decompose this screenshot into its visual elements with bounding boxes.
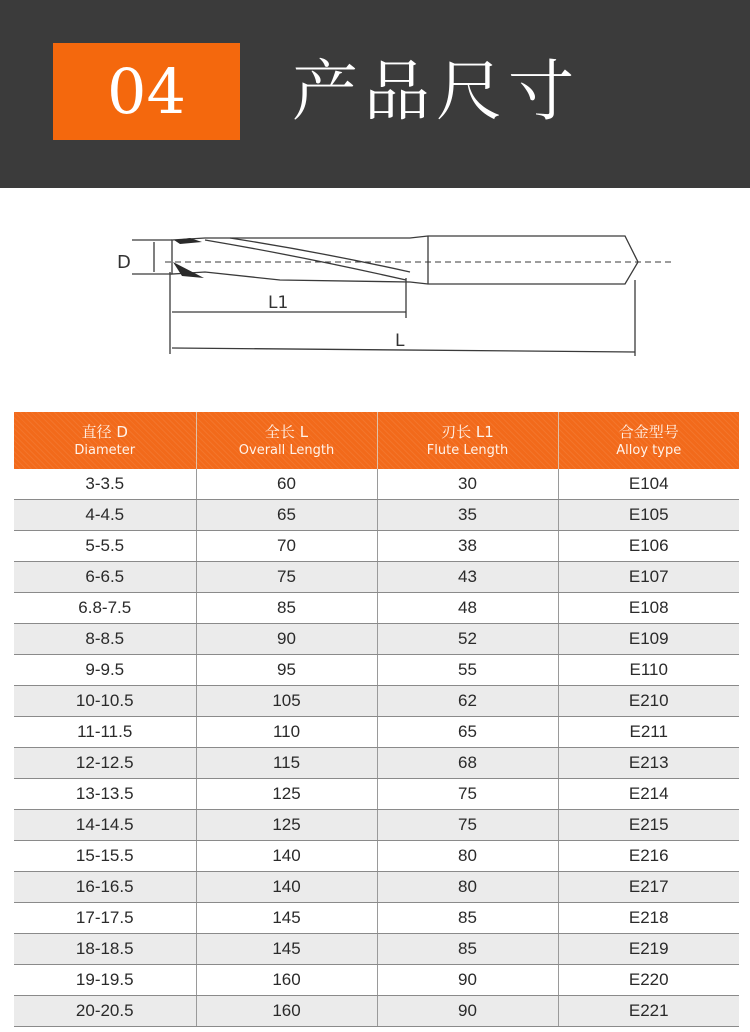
table-row xyxy=(14,841,739,872)
cell-flute-length: 62 xyxy=(377,686,558,717)
cell-diameter: 20-20.5 xyxy=(14,996,196,1027)
cell-diameter: 15-15.5 xyxy=(14,841,196,872)
cell-overall-length: 105 xyxy=(196,686,377,717)
cell-overall-length: 160 xyxy=(196,996,377,1027)
cell-diameter: 11-11.5 xyxy=(14,717,196,748)
table-row xyxy=(14,903,739,934)
cell-diameter: 19-19.5 xyxy=(14,965,196,996)
cell-overall-length: 110 xyxy=(196,717,377,748)
table-row xyxy=(14,872,739,903)
cell-alloy-type: E213 xyxy=(558,748,739,779)
flute-line xyxy=(230,238,410,272)
table-row xyxy=(14,593,739,624)
cell-diameter: 9-9.5 xyxy=(14,655,196,686)
dimension-table-wrapper xyxy=(14,412,739,1027)
table-row xyxy=(14,531,739,562)
cell-diameter: 10-10.5 xyxy=(14,686,196,717)
table-row xyxy=(14,717,739,748)
cell-flute-length: 30 xyxy=(377,469,558,500)
cell-overall-length: 160 xyxy=(196,965,377,996)
table-row xyxy=(14,810,739,841)
table-row xyxy=(14,655,739,686)
cell-alloy-type: E109 xyxy=(558,624,739,655)
cell-flute-length: 75 xyxy=(377,810,558,841)
cell-diameter: 16-16.5 xyxy=(14,872,196,903)
cell-overall-length: 125 xyxy=(196,779,377,810)
column-header-flute-length: 刃长 L1 Flute Length xyxy=(377,412,558,469)
cell-flute-length: 90 xyxy=(377,996,558,1027)
cell-alloy-type: E217 xyxy=(558,872,739,903)
cell-diameter: 6-6.5 xyxy=(14,562,196,593)
cell-alloy-type: E219 xyxy=(558,934,739,965)
cell-flute-length: 75 xyxy=(377,779,558,810)
cell-flute-length: 85 xyxy=(377,934,558,965)
label-l: L xyxy=(395,331,405,351)
cell-flute-length: 80 xyxy=(377,872,558,903)
cell-overall-length: 115 xyxy=(196,748,377,779)
cell-alloy-type: E218 xyxy=(558,903,739,934)
cell-overall-length: 70 xyxy=(196,531,377,562)
cell-diameter: 6.8-7.5 xyxy=(14,593,196,624)
section-number-badge xyxy=(53,43,240,140)
table-row xyxy=(14,965,739,996)
cell-diameter: 4-4.5 xyxy=(14,500,196,531)
cell-flute-length: 48 xyxy=(377,593,558,624)
cell-alloy-type: E215 xyxy=(558,810,739,841)
table-row xyxy=(14,748,739,779)
cell-overall-length: 60 xyxy=(196,469,377,500)
cell-alloy-type: E108 xyxy=(558,593,739,624)
cell-diameter: 5-5.5 xyxy=(14,531,196,562)
cell-overall-length: 140 xyxy=(196,872,377,903)
table-row xyxy=(14,686,739,717)
cell-diameter: 8-8.5 xyxy=(14,624,196,655)
cell-diameter: 17-17.5 xyxy=(14,903,196,934)
cell-diameter: 18-18.5 xyxy=(14,934,196,965)
drill-outline xyxy=(172,236,638,284)
cell-overall-length: 75 xyxy=(196,562,377,593)
page-title: 产品尺寸 xyxy=(292,53,580,130)
table-row xyxy=(14,500,739,531)
table-row xyxy=(14,996,739,1027)
cell-overall-length: 145 xyxy=(196,903,377,934)
cell-overall-length: 90 xyxy=(196,624,377,655)
cell-diameter: 12-12.5 xyxy=(14,748,196,779)
cell-alloy-type: E107 xyxy=(558,562,739,593)
cell-alloy-type: E106 xyxy=(558,531,739,562)
cell-flute-length: 35 xyxy=(377,500,558,531)
flute-line xyxy=(205,240,406,280)
cell-alloy-type: E216 xyxy=(558,841,739,872)
cell-alloy-type: E104 xyxy=(558,469,739,500)
table-header-row xyxy=(14,412,739,469)
column-header-overall-length: 全长 L Overall Length xyxy=(196,412,377,469)
cell-overall-length: 85 xyxy=(196,593,377,624)
cell-flute-length: 65 xyxy=(377,717,558,748)
column-header-diameter: 直径 D Diameter xyxy=(14,412,196,469)
dimension-table xyxy=(14,412,739,1027)
cell-flute-length: 38 xyxy=(377,531,558,562)
table-row xyxy=(14,779,739,810)
cell-flute-length: 85 xyxy=(377,903,558,934)
cell-diameter: 13-13.5 xyxy=(14,779,196,810)
cell-alloy-type: E220 xyxy=(558,965,739,996)
cell-alloy-type: E221 xyxy=(558,996,739,1027)
table-row xyxy=(14,624,739,655)
cell-alloy-type: E211 xyxy=(558,717,739,748)
cell-overall-length: 65 xyxy=(196,500,377,531)
section-number: 04 xyxy=(107,54,186,128)
cutting-tip xyxy=(173,262,204,278)
column-header-alloy-type: 合金型号 Alloy type xyxy=(558,412,739,469)
cell-alloy-type: E214 xyxy=(558,779,739,810)
label-d: D xyxy=(117,252,131,273)
table-row xyxy=(14,562,739,593)
cell-flute-length: 80 xyxy=(377,841,558,872)
cell-diameter: 14-14.5 xyxy=(14,810,196,841)
cell-flute-length: 55 xyxy=(377,655,558,686)
cell-overall-length: 95 xyxy=(196,655,377,686)
cell-overall-length: 125 xyxy=(196,810,377,841)
cell-overall-length: 145 xyxy=(196,934,377,965)
table-body xyxy=(14,469,739,1027)
cell-overall-length: 140 xyxy=(196,841,377,872)
table-row xyxy=(14,934,739,965)
cell-alloy-type: E210 xyxy=(558,686,739,717)
cell-flute-length: 52 xyxy=(377,624,558,655)
table-row xyxy=(14,469,739,500)
cell-alloy-type: E110 xyxy=(558,655,739,686)
cell-flute-length: 43 xyxy=(377,562,558,593)
cell-alloy-type: E105 xyxy=(558,500,739,531)
drill-dimension-diagram xyxy=(110,228,690,364)
page-header xyxy=(0,0,750,188)
cell-flute-length: 68 xyxy=(377,748,558,779)
cell-diameter: 3-3.5 xyxy=(14,469,196,500)
label-l1: L1 xyxy=(268,293,289,313)
cell-flute-length: 90 xyxy=(377,965,558,996)
